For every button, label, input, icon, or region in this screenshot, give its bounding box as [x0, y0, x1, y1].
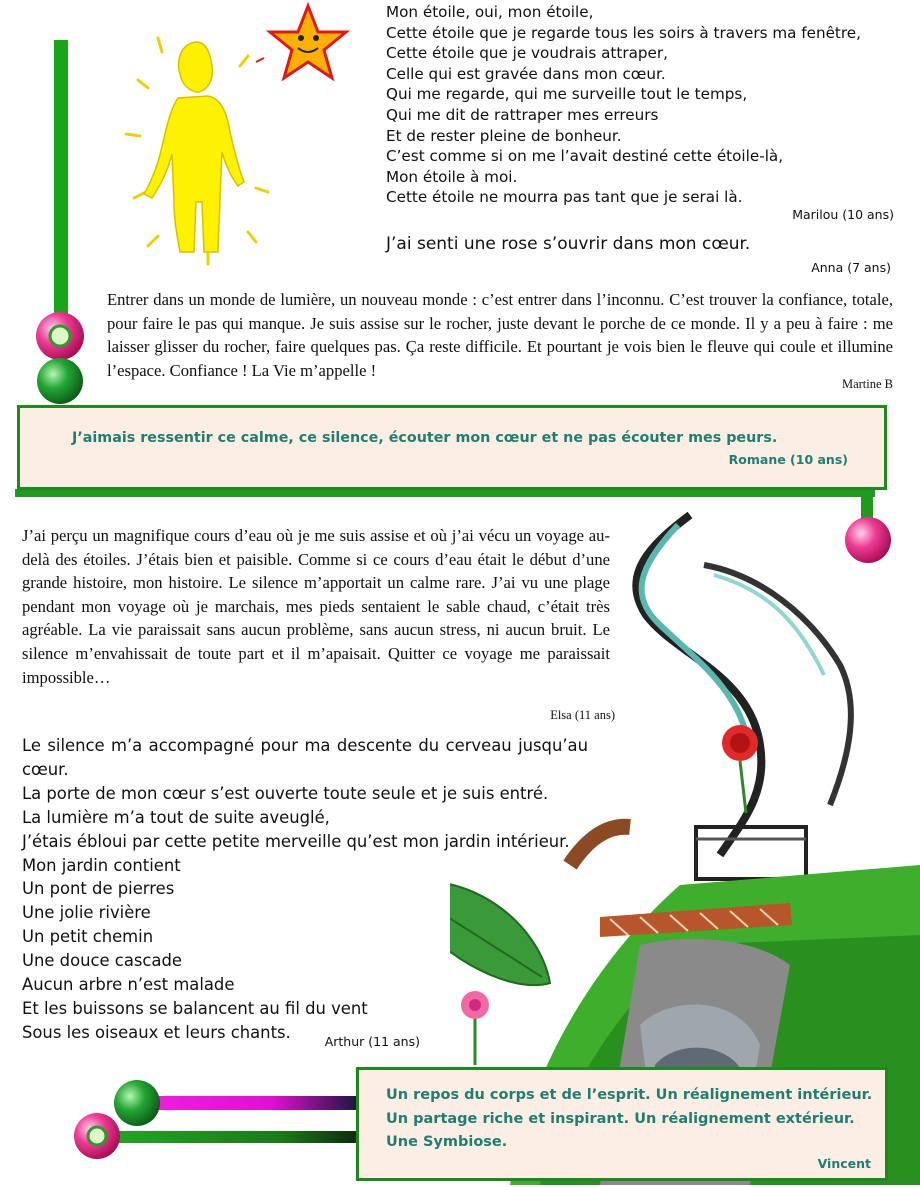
- poem-line: Une jolie rivière: [22, 903, 151, 923]
- poem-line: Un pont de pierres: [22, 879, 175, 899]
- author-romane: Romane (10 ans): [728, 452, 848, 467]
- poem-line: J’étais ébloui par cette petite merveille qu’est mon jardin intérieur.: [22, 831, 570, 851]
- poem-marilou: [386, 2, 906, 208]
- poem-line: Et de rester pleine de bonheur.: [386, 126, 622, 145]
- poem-line: Celle qui est gravée dans mon cœur.: [386, 64, 666, 83]
- pink-ball-upper: [36, 312, 84, 360]
- poem-line: Qui me dit de rattraper mes erreurs: [386, 105, 659, 124]
- quote-vincent-line-1: Un repos du corps et de l’esprit. Un réalignement intérieur.: [386, 1087, 873, 1103]
- poem-line: Qui me regarde, qui me surveille tout le temps,: [386, 85, 748, 104]
- poem-line: Une douce cascade: [22, 951, 182, 971]
- poem-line: C’est comme si on me l’avait destiné cette étoile-là,: [386, 147, 784, 166]
- yellow-figure-drawing: [108, 2, 368, 272]
- author-arthur: Arthur (11 ans): [324, 1034, 420, 1049]
- poem-line: Cette étoile que je voudrais attraper,: [386, 44, 668, 63]
- author-anna: Anna (7 ans): [811, 260, 891, 275]
- poem-line: Cette étoile ne mourra pas tant que je serai là.: [386, 188, 743, 207]
- poem-line: Sous les oiseaux et leurs chants.: [22, 1022, 291, 1042]
- green-ball-upper: [37, 358, 83, 404]
- poem-line: Mon étoile, oui, mon étoile,: [386, 3, 594, 21]
- text-elsa: J’ai perçu un magnifique cours d’eau où je me suis assise et où j’ai vécu un voyage au-delà des étoiles. J’étais bien et paisible. Comme si ce cours d’eau était le début d’une grande histoire, mon histoire. Le silence m’apportait un calme rare. J’ai vu une plage pendant mon voyage où je marchais, mes pieds sentaient le sable chaud, c’était très agréable. La vie paraissait sans aucun problème, sans aucun stress, ni aucun bruit. Le silence m’envahissait de toute part et il m’apaisait. Quitter ce voyage me paraissait impossible…: [22, 526, 610, 687]
- poem-line: La porte de mon cœur s’est ouverte toute seule et je suis entré.: [22, 783, 549, 803]
- green-ball-bottom: [114, 1080, 160, 1126]
- author-vincent: Vincent: [817, 1156, 871, 1171]
- poem-intro: Le silence m’a accompagné pour ma descente du cerveau jusqu’au cœur.: [22, 736, 588, 779]
- quote-box-vincent: [356, 1067, 888, 1181]
- poem-line: Un petit chemin: [22, 927, 154, 947]
- author-marilou: Marilou (10 ans): [792, 207, 894, 222]
- pink-ball-bottom: [74, 1113, 120, 1159]
- quote-vincent-line-3: Une Symbiose.: [386, 1134, 508, 1150]
- author-martine: Martine B: [841, 377, 893, 391]
- quote-box-romane: [17, 405, 887, 490]
- quote-anna: J’ai senti une rose s’ouvrir dans mon cœur.: [386, 234, 751, 254]
- quote-vincent-line-2: Un partage riche et inspirant. Un réalignement extérieur.: [386, 1111, 855, 1127]
- text-martine: Entrer dans un monde de lumière, un nouveau monde : c’est entrer dans l’inconnu. C’est trouver la confiance, totale, pour faire le pas qui manque. Je suis assise sur le rocher, juste devant le porche de ce monde. Il y a peu à faire : me laisser glisser du rocher, faire quelques pas. Ça reste difficile. Et pourtant je vois bien le fleuve qui coule et illumine l’espace. Confiance ! La Vie m’appelle !: [107, 290, 893, 380]
- poem-line: La lumière m’a tout de suite aveuglé,: [22, 807, 330, 827]
- poem-line: Mon étoile à moi.: [386, 167, 518, 186]
- author-elsa: Elsa (11 ans): [550, 708, 615, 722]
- poem-line: Mon jardin contient: [22, 855, 181, 875]
- poem-line: Aucun arbre n’est malade: [22, 975, 235, 995]
- poem-line: Et les buissons se balancent au fil du vent: [22, 998, 368, 1018]
- poem-line: Cette étoile que je regarde tous les soirs à travers ma fenêtre,: [386, 23, 861, 42]
- quote-romane: J’aimais ressentir ce calme, ce silence, écouter mon cœur et ne pas écouter mes peurs.: [72, 430, 778, 446]
